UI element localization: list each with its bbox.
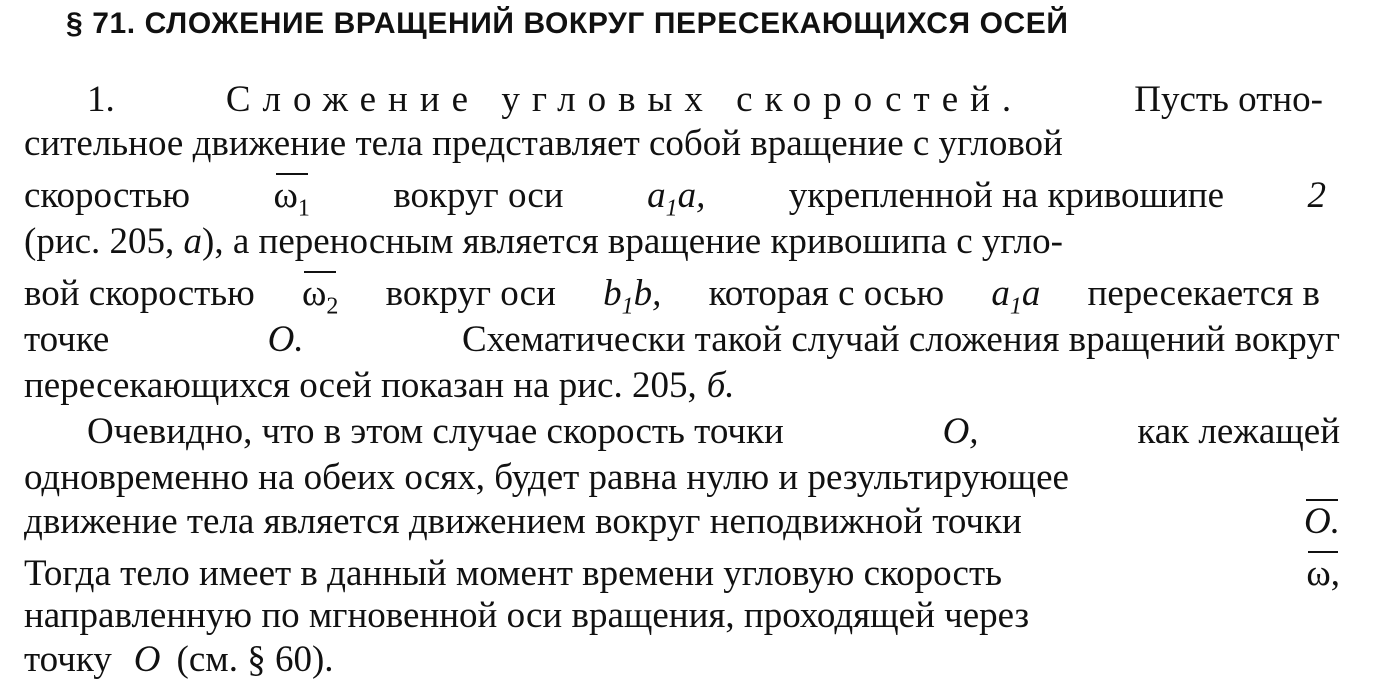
text-span: Очевидно, что в этом случае скорость точки	[87, 411, 784, 452]
item-number: 1.	[87, 79, 115, 120]
axis-b1b-symbol: $b_1b$,	[603, 273, 662, 320]
text-span: сительное движение тела представляет собой вращение с угловой	[24, 123, 1063, 164]
axis-a1a-symbol: $a_1a$	[991, 273, 1041, 320]
text-span: вокруг оси	[385, 273, 556, 314]
text-span: Пусть отно-	[1134, 79, 1323, 120]
text-span: движение тела является движением вокруг неподвижной точки	[24, 501, 1022, 542]
text-span: направленную по мгновенной оси вращения, проходящей через	[24, 595, 1030, 636]
point-o-symbol: O.	[1304, 501, 1340, 542]
crank-number: 2	[1307, 175, 1326, 216]
figure-b-label: б.	[706, 365, 735, 406]
paragraph-2-line-5	[24, 594, 1350, 638]
paragraph-2-line-2	[24, 456, 1354, 500]
omega-1-symbol: $\omega_1$	[273, 175, 310, 222]
omega-2-symbol: $\omega_2$	[302, 273, 339, 320]
text-span: пересекается в	[1087, 273, 1320, 314]
point-o-symbol: O.	[267, 319, 304, 360]
text-span: (рис. 205, a), а переносным является вращение кривошипа с угло-	[24, 221, 1063, 262]
paragraph-1-line-5	[24, 272, 1320, 320]
paragraph-2-line-4	[24, 552, 1340, 596]
paragraph-1-line-2	[24, 122, 1340, 166]
point-o-symbol: O,	[942, 411, 979, 452]
point-o-symbol: O	[133, 639, 161, 680]
text-span: вокруг оси	[393, 175, 564, 216]
omega-symbol: ω,	[1306, 553, 1340, 594]
text-span: как лежащей	[1137, 411, 1340, 452]
text-span: точку	[24, 639, 112, 680]
section-heading: § 71. СЛОЖЕНИЕ ВРАЩЕНИЙ ВОКРУГ ПЕРЕСЕКАЮЩИХСЯ ОСЕЙ	[66, 7, 1069, 40]
paragraph-1-line-6	[24, 318, 1340, 362]
paragraph-1-line-1	[87, 78, 1323, 122]
text-span: точке	[24, 319, 110, 360]
subsection-title: Сложение угловых скоростей.	[225, 79, 1024, 120]
paragraph-1-line-7	[24, 364, 984, 408]
text-span: укрепленной на кривошипе	[788, 175, 1224, 216]
text-span: скоростью	[24, 175, 191, 216]
text-span: пересекающихся осей показан на рис. 205,	[24, 365, 697, 406]
text-span: (см. § 60).	[176, 639, 334, 680]
paragraph-2-line-3	[24, 500, 1340, 544]
text-span: одновременно на обеих осях, будет равна нулю и результирующее	[24, 457, 1069, 498]
paragraph-1-line-3	[24, 174, 1326, 222]
paragraph-1-line-4	[24, 220, 1340, 264]
text-span: вой скоростью	[24, 273, 255, 314]
text-span: Схематически такой случай сложения вращений вокруг	[461, 319, 1340, 360]
paragraph-2-line-6	[24, 638, 424, 682]
axis-a1a-symbol: $a_1a$,	[647, 175, 706, 222]
text-span: которая с осью	[708, 273, 945, 314]
text-span: Тогда тело имеет в данный момент времени угловую скорость	[24, 553, 1003, 594]
paragraph-2-line-1	[87, 410, 1340, 454]
